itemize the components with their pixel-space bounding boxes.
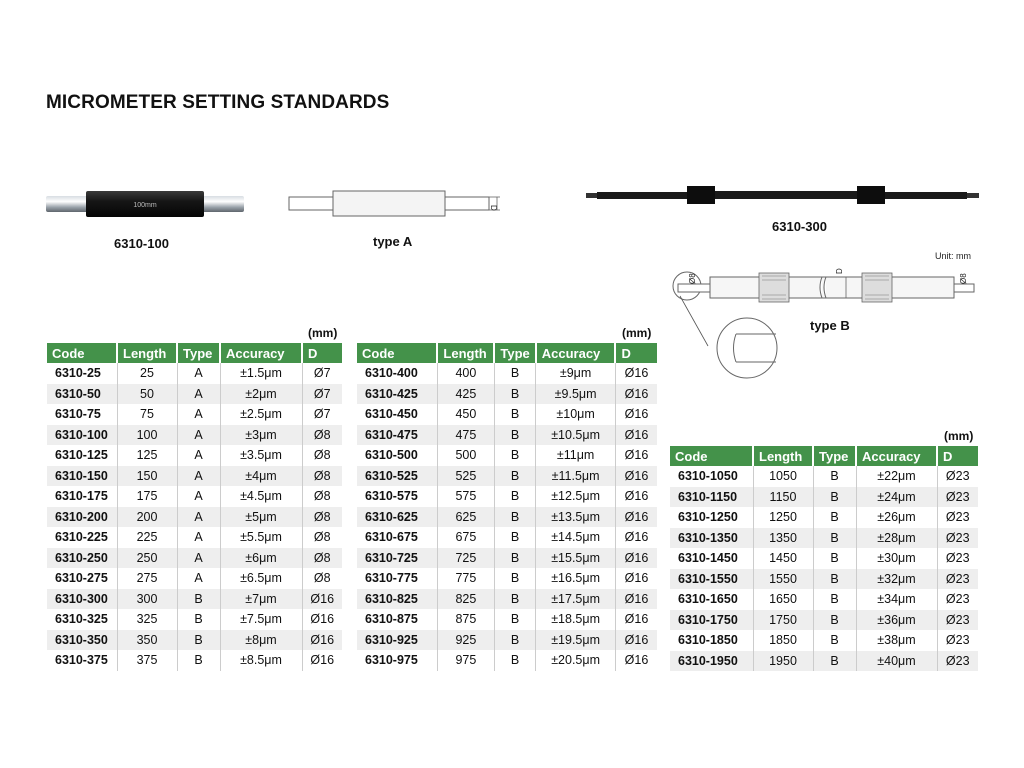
d-cell: Ø16: [615, 507, 657, 528]
code-cell: 6310-1750: [670, 610, 753, 631]
d-cell: Ø8: [302, 486, 342, 507]
d-cell: Ø7: [302, 363, 342, 384]
table-row: [357, 384, 657, 405]
d-cell: Ø8: [302, 507, 342, 528]
type-cell: B: [813, 507, 856, 528]
length-cell: 375: [117, 650, 177, 671]
accuracy-cell: ±22μm: [856, 466, 937, 487]
length-cell: 250: [117, 548, 177, 569]
length-cell: 575: [437, 486, 494, 507]
accuracy-cell: ±11.5μm: [536, 466, 616, 487]
type-cell: A: [177, 548, 220, 569]
column-header-length: Length: [753, 446, 813, 466]
accuracy-cell: ±6.5μm: [220, 568, 302, 589]
code-cell: 6310-575: [357, 486, 437, 507]
d-cell: Ø16: [615, 568, 657, 589]
d-cell: Ø23: [937, 610, 978, 631]
d-cell: Ø16: [615, 486, 657, 507]
accuracy-cell: ±3.5μm: [220, 445, 302, 466]
type-b-dim-right: Ø8: [959, 273, 968, 284]
accuracy-cell: ±19.5μm: [536, 630, 616, 651]
table-row: [357, 589, 657, 610]
accuracy-cell: ±3μm: [220, 425, 302, 446]
d-cell: Ø8: [302, 527, 342, 548]
accuracy-cell: ±11μm: [536, 445, 616, 466]
column-header-d: D: [937, 446, 978, 466]
table-2-unit-label: (mm): [622, 326, 652, 340]
d-cell: Ø7: [302, 384, 342, 405]
type-b-dim-center: D: [835, 268, 844, 274]
code-cell: 6310-450: [357, 404, 437, 425]
type-cell: A: [177, 425, 220, 446]
table-1-unit-label: (mm): [308, 326, 338, 340]
table-row: [670, 610, 978, 631]
accuracy-cell: ±17.5μm: [536, 589, 616, 610]
code-cell: 6310-50: [47, 384, 117, 405]
accuracy-cell: ±9μm: [536, 363, 616, 384]
code-cell: 6310-225: [47, 527, 117, 548]
type-cell: B: [494, 568, 535, 589]
length-cell: 300: [117, 589, 177, 610]
length-cell: 625: [437, 507, 494, 528]
accuracy-cell: ±4μm: [220, 466, 302, 487]
table-row: [357, 466, 657, 487]
type-cell: B: [813, 528, 856, 549]
accuracy-cell: ±30μm: [856, 548, 937, 569]
code-cell: 6310-925: [357, 630, 437, 651]
length-cell: 525: [437, 466, 494, 487]
accuracy-cell: ±40μm: [856, 651, 937, 672]
setting-standard-100-photo: [44, 190, 246, 218]
photo-100-caption: 6310-100: [114, 236, 169, 251]
type-cell: B: [494, 650, 535, 671]
table-row: [47, 486, 342, 507]
column-header-accuracy: Accuracy: [220, 343, 302, 363]
length-cell: 1950: [753, 651, 813, 672]
column-header-d: D: [615, 343, 657, 363]
d-cell: Ø16: [615, 466, 657, 487]
code-cell: 6310-475: [357, 425, 437, 446]
d-cell: Ø8: [302, 548, 342, 569]
code-cell: 6310-150: [47, 466, 117, 487]
table-row: [670, 569, 978, 590]
spec-table-3: [670, 446, 978, 671]
table-row: [47, 363, 342, 384]
length-cell: 1450: [753, 548, 813, 569]
length-cell: 400: [437, 363, 494, 384]
accuracy-cell: ±8.5μm: [220, 650, 302, 671]
code-cell: 6310-425: [357, 384, 437, 405]
code-cell: 6310-525: [357, 466, 437, 487]
type-cell: B: [177, 589, 220, 610]
accuracy-cell: ±5.5μm: [220, 527, 302, 548]
d-cell: Ø23: [937, 630, 978, 651]
code-cell: 6310-400: [357, 363, 437, 384]
length-cell: 1250: [753, 507, 813, 528]
code-cell: 6310-300: [47, 589, 117, 610]
accuracy-cell: ±9.5μm: [536, 384, 616, 405]
code-cell: 6310-75: [47, 404, 117, 425]
code-cell: 6310-1650: [670, 589, 753, 610]
column-header-type: Type: [813, 446, 856, 466]
code-cell: 6310-975: [357, 650, 437, 671]
type-cell: B: [813, 651, 856, 672]
length-cell: 325: [117, 609, 177, 630]
code-cell: 6310-1150: [670, 487, 753, 508]
table-row: [357, 363, 657, 384]
type-cell: B: [177, 609, 220, 630]
table-row: [357, 630, 657, 651]
table-row: [670, 548, 978, 569]
type-cell: A: [177, 527, 220, 548]
type-cell: B: [494, 609, 535, 630]
code-cell: 6310-1250: [670, 507, 753, 528]
length-cell: 225: [117, 527, 177, 548]
type-cell: A: [177, 568, 220, 589]
column-header-accuracy: Accuracy: [536, 343, 616, 363]
type-cell: B: [177, 650, 220, 671]
d-cell: Ø23: [937, 651, 978, 672]
code-cell: 6310-100: [47, 425, 117, 446]
d-cell: Ø7: [302, 404, 342, 425]
type-cell: B: [813, 548, 856, 569]
accuracy-cell: ±26μm: [856, 507, 937, 528]
code-cell: 6310-875: [357, 609, 437, 630]
table-row: [47, 445, 342, 466]
table-3-unit-label: (mm): [944, 429, 974, 443]
d-cell: Ø16: [615, 527, 657, 548]
accuracy-cell: ±12.5μm: [536, 486, 616, 507]
d-cell: Ø8: [302, 445, 342, 466]
accuracy-cell: ±7μm: [220, 589, 302, 610]
length-cell: 775: [437, 568, 494, 589]
d-cell: Ø16: [302, 589, 342, 610]
code-cell: 6310-1050: [670, 466, 753, 487]
table-row: [47, 650, 342, 671]
accuracy-cell: ±2μm: [220, 384, 302, 405]
type-cell: B: [813, 630, 856, 651]
type-cell: B: [813, 569, 856, 590]
length-cell: 1350: [753, 528, 813, 549]
column-header-d: D: [302, 343, 342, 363]
d-cell: Ø23: [937, 466, 978, 487]
d-cell: Ø16: [615, 404, 657, 425]
d-cell: Ø23: [937, 487, 978, 508]
type-a-dim-label: D: [489, 205, 498, 211]
table-header-row: [357, 343, 657, 363]
length-cell: 975: [437, 650, 494, 671]
d-cell: Ø16: [302, 630, 342, 651]
d-cell: Ø16: [615, 609, 657, 630]
accuracy-cell: ±4.5μm: [220, 486, 302, 507]
d-cell: Ø23: [937, 548, 978, 569]
code-cell: 6310-1850: [670, 630, 753, 651]
length-cell: 25: [117, 363, 177, 384]
table-header-row: [47, 343, 342, 363]
length-cell: 1050: [753, 466, 813, 487]
table-row: [357, 445, 657, 466]
table-row: [670, 507, 978, 528]
accuracy-cell: ±10.5μm: [536, 425, 616, 446]
d-cell: Ø16: [615, 384, 657, 405]
code-cell: 6310-775: [357, 568, 437, 589]
table-row: [47, 507, 342, 528]
length-cell: 1850: [753, 630, 813, 651]
d-cell: Ø16: [615, 630, 657, 651]
table-row: [670, 589, 978, 610]
table-row: [47, 404, 342, 425]
table-row: [670, 651, 978, 672]
code-cell: 6310-1550: [670, 569, 753, 590]
code-cell: 6310-250: [47, 548, 117, 569]
accuracy-cell: ±14.5μm: [536, 527, 616, 548]
table-row: [670, 528, 978, 549]
table-row: [47, 609, 342, 630]
column-header-accuracy: Accuracy: [856, 446, 937, 466]
length-cell: 450: [437, 404, 494, 425]
table-row: [357, 650, 657, 671]
type-cell: B: [813, 610, 856, 631]
table-row: [357, 548, 657, 569]
column-header-code: Code: [357, 343, 437, 363]
type-cell: A: [177, 404, 220, 425]
accuracy-cell: ±13.5μm: [536, 507, 616, 528]
d-cell: Ø16: [302, 609, 342, 630]
type-cell: B: [494, 384, 535, 405]
length-cell: 175: [117, 486, 177, 507]
table-row: [47, 425, 342, 446]
length-cell: 875: [437, 609, 494, 630]
code-cell: 6310-1350: [670, 528, 753, 549]
length-cell: 200: [117, 507, 177, 528]
length-cell: 675: [437, 527, 494, 548]
length-cell: 475: [437, 425, 494, 446]
accuracy-cell: ±38μm: [856, 630, 937, 651]
type-cell: B: [177, 630, 220, 651]
length-cell: 350: [117, 630, 177, 651]
type-b-dim-left: Ø8: [688, 273, 697, 284]
accuracy-cell: ±20.5μm: [536, 650, 616, 671]
code-cell: 6310-350: [47, 630, 117, 651]
type-cell: A: [177, 445, 220, 466]
code-cell: 6310-25: [47, 363, 117, 384]
type-a-caption: type A: [373, 234, 413, 249]
type-cell: A: [177, 466, 220, 487]
type-b-unit-note: Unit: mm: [935, 251, 971, 261]
d-cell: Ø23: [937, 569, 978, 590]
d-cell: Ø8: [302, 466, 342, 487]
accuracy-cell: ±32μm: [856, 569, 937, 590]
length-cell: 425: [437, 384, 494, 405]
d-cell: Ø16: [615, 425, 657, 446]
accuracy-cell: ±5μm: [220, 507, 302, 528]
code-cell: 6310-500: [357, 445, 437, 466]
code-cell: 6310-375: [47, 650, 117, 671]
type-cell: B: [494, 548, 535, 569]
length-cell: 925: [437, 630, 494, 651]
type-cell: B: [494, 363, 535, 384]
spec-table-2: [357, 343, 657, 671]
d-cell: Ø16: [615, 548, 657, 569]
d-cell: Ø23: [937, 528, 978, 549]
table-row: [47, 568, 342, 589]
accuracy-cell: ±2.5μm: [220, 404, 302, 425]
d-cell: Ø8: [302, 425, 342, 446]
table-row: [47, 384, 342, 405]
length-cell: 1650: [753, 589, 813, 610]
column-header-type: Type: [494, 343, 535, 363]
table-row: [670, 487, 978, 508]
d-cell: Ø23: [937, 589, 978, 610]
type-cell: A: [177, 363, 220, 384]
type-cell: B: [494, 486, 535, 507]
table-row: [47, 589, 342, 610]
table-row: [357, 527, 657, 548]
type-cell: A: [177, 384, 220, 405]
code-cell: 6310-1950: [670, 651, 753, 672]
d-cell: Ø23: [937, 507, 978, 528]
type-cell: B: [494, 589, 535, 610]
d-cell: Ø16: [615, 363, 657, 384]
column-header-code: Code: [670, 446, 753, 466]
length-cell: 725: [437, 548, 494, 569]
accuracy-cell: ±1.5μm: [220, 363, 302, 384]
length-cell: 75: [117, 404, 177, 425]
code-cell: 6310-725: [357, 548, 437, 569]
table-row: [357, 507, 657, 528]
table-row: [357, 609, 657, 630]
length-cell: 50: [117, 384, 177, 405]
code-cell: 6310-625: [357, 507, 437, 528]
d-cell: Ø16: [615, 650, 657, 671]
length-cell: 500: [437, 445, 494, 466]
code-cell: 6310-1450: [670, 548, 753, 569]
length-cell: 125: [117, 445, 177, 466]
accuracy-cell: ±8μm: [220, 630, 302, 651]
accuracy-cell: ±16.5μm: [536, 568, 616, 589]
accuracy-cell: ±28μm: [856, 528, 937, 549]
accuracy-cell: ±34μm: [856, 589, 937, 610]
page-title: MICROMETER SETTING STANDARDS: [46, 92, 390, 113]
type-cell: B: [813, 487, 856, 508]
type-cell: B: [494, 630, 535, 651]
type-cell: B: [494, 466, 535, 487]
length-cell: 150: [117, 466, 177, 487]
column-header-code: Code: [47, 343, 117, 363]
column-header-length: Length: [117, 343, 177, 363]
type-cell: B: [813, 466, 856, 487]
type-cell: B: [813, 589, 856, 610]
accuracy-cell: ±36μm: [856, 610, 937, 631]
table-row: [47, 630, 342, 651]
table-row: [47, 527, 342, 548]
d-cell: Ø16: [302, 650, 342, 671]
length-cell: 1550: [753, 569, 813, 590]
accuracy-cell: ±24μm: [856, 487, 937, 508]
type-cell: B: [494, 527, 535, 548]
d-cell: Ø16: [615, 589, 657, 610]
length-cell: 275: [117, 568, 177, 589]
length-cell: 100: [117, 425, 177, 446]
type-cell: A: [177, 507, 220, 528]
table-row: [357, 568, 657, 589]
table-row: [670, 466, 978, 487]
column-header-length: Length: [437, 343, 494, 363]
code-cell: 6310-175: [47, 486, 117, 507]
table-row: [357, 425, 657, 446]
table-row: [357, 486, 657, 507]
code-cell: 6310-325: [47, 609, 117, 630]
accuracy-cell: ±18.5μm: [536, 609, 616, 630]
table-row: [47, 548, 342, 569]
spec-table-1: [47, 343, 342, 671]
column-header-type: Type: [177, 343, 220, 363]
type-a-drawing: [286, 188, 506, 220]
code-cell: 6310-675: [357, 527, 437, 548]
accuracy-cell: ±15.5μm: [536, 548, 616, 569]
code-cell: 6310-825: [357, 589, 437, 610]
table-row: [357, 404, 657, 425]
length-cell: 1750: [753, 610, 813, 631]
accuracy-cell: ±10μm: [536, 404, 616, 425]
accuracy-cell: ±6μm: [220, 548, 302, 569]
d-cell: Ø8: [302, 568, 342, 589]
length-cell: 1150: [753, 487, 813, 508]
setting-standard-300-photo: [585, 183, 981, 207]
length-cell: 825: [437, 589, 494, 610]
type-b-caption: type B: [810, 318, 850, 333]
type-cell: B: [494, 507, 535, 528]
code-cell: 6310-125: [47, 445, 117, 466]
code-cell: 6310-275: [47, 568, 117, 589]
type-cell: B: [494, 404, 535, 425]
d-cell: Ø16: [615, 445, 657, 466]
type-cell: A: [177, 486, 220, 507]
code-cell: 6310-200: [47, 507, 117, 528]
photo-300-caption: 6310-300: [772, 219, 827, 234]
table-row: [670, 630, 978, 651]
accuracy-cell: ±7.5μm: [220, 609, 302, 630]
type-cell: B: [494, 445, 535, 466]
table-header-row: [670, 446, 978, 466]
engraving-text: 100mm: [133, 202, 157, 209]
table-row: [47, 466, 342, 487]
type-cell: B: [494, 425, 535, 446]
